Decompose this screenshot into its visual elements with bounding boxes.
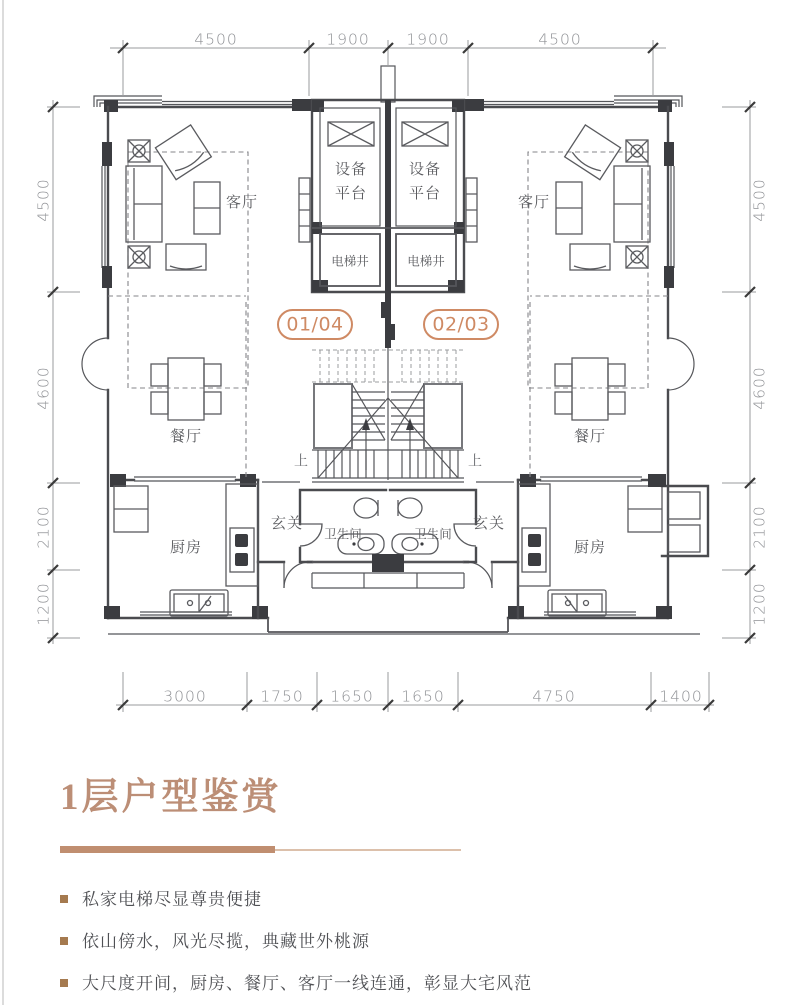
dim-label: 4500 <box>750 178 769 222</box>
sofa-set-icon <box>126 125 220 270</box>
unit-badge-0203 <box>424 310 498 339</box>
list-item <box>60 973 800 995</box>
room-label-elevator-left: 电梯井 <box>331 254 369 269</box>
unit-badge-0104 <box>278 310 352 339</box>
bullet-text: 私家电梯尽显尊贵便捷 <box>82 890 262 909</box>
window-icon <box>299 178 310 242</box>
list-item <box>60 889 800 911</box>
room-label-foyer-right: 玄关 <box>472 514 506 532</box>
bullet-square-icon <box>60 937 68 945</box>
dimension-bottom <box>116 672 714 712</box>
stove-icon <box>230 528 254 572</box>
dimension-left <box>35 100 81 644</box>
stairs-up-label-right: 上 <box>468 452 482 469</box>
toilet-icon <box>354 498 378 518</box>
dim-label: 1650 <box>330 687 374 706</box>
room-label-living-left: 客厅 <box>225 193 259 211</box>
room-label-elevator-right: 电梯井 <box>407 254 445 269</box>
room-label-equipment-right: 设备 <box>408 160 442 178</box>
dim-label: 1750 <box>260 687 304 706</box>
room-label-dining-right: 餐厅 <box>573 427 607 445</box>
dim-label: 3000 <box>163 687 207 706</box>
room-label-bath-right: 卫生间 <box>414 527 452 542</box>
bullet-square-icon <box>60 979 68 987</box>
dim-label: 4600 <box>750 366 769 410</box>
kitchen-sink-icon <box>170 590 228 616</box>
dining-room-left <box>151 358 221 420</box>
dim-label: 4500 <box>538 30 582 49</box>
svg-text:平台: 平台 <box>334 184 368 202</box>
bullet-text: 大尺度开间，厨房、餐厅、客厅一线连通，彰显大宅风范 <box>82 974 532 994</box>
room-label-bath-left: 卫生间 <box>324 527 362 542</box>
dim-label: 1200 <box>750 582 769 626</box>
room-label-equipment-left: 设备 <box>334 160 368 178</box>
svg-text:02/03: 02/03 <box>432 313 490 336</box>
entry-door-arc <box>284 562 308 588</box>
svg-text:01/04: 01/04 <box>286 313 344 336</box>
room-label-living-right: 客厅 <box>517 193 551 211</box>
dim-label: 1200 <box>34 582 53 626</box>
dim-label: 1900 <box>406 30 450 49</box>
dim-label: 2100 <box>750 505 769 549</box>
dim-label: 4500 <box>194 30 238 49</box>
divider-thick-bar <box>60 846 275 853</box>
info-section <box>0 766 800 995</box>
dim-label: 4750 <box>532 687 576 706</box>
room-label-foyer-left: 玄关 <box>270 514 304 532</box>
dimension-top <box>110 31 666 97</box>
bullet-text: 依山傍水，风光尽揽，典藏世外桃源 <box>82 932 370 952</box>
ac-unit-icon <box>328 122 374 146</box>
dim-label: 2100 <box>34 505 53 549</box>
title-divider <box>60 846 800 853</box>
room-label-kitchen-right: 厨房 <box>573 538 607 556</box>
dim-label: 1900 <box>326 30 370 49</box>
dim-label: 4600 <box>34 366 53 410</box>
bathroom-left <box>300 490 386 562</box>
french-door-arc <box>82 338 108 390</box>
dimension-right <box>722 100 769 644</box>
kitchen-nook-right <box>648 474 708 556</box>
divider-thin-line <box>275 849 461 851</box>
section-title: 1层户型鉴赏 <box>60 777 282 818</box>
dim-label: 1400 <box>659 687 703 706</box>
feature-list <box>60 889 800 995</box>
living-room-left <box>126 125 248 388</box>
svg-text:平台: 平台 <box>408 184 442 202</box>
roof-stub <box>381 66 395 102</box>
dim-label: 1650 <box>401 687 445 706</box>
room-label-dining-left: 餐厅 <box>169 427 203 445</box>
bullet-square-icon <box>60 895 68 903</box>
dining-table-icon <box>151 358 221 420</box>
list-item <box>60 931 800 953</box>
stairs-up-label-left: 上 <box>294 452 308 469</box>
ac-unit-icon <box>402 122 448 146</box>
room-label-kitchen-left: 厨房 <box>169 538 203 556</box>
dim-label: 4500 <box>34 178 53 222</box>
